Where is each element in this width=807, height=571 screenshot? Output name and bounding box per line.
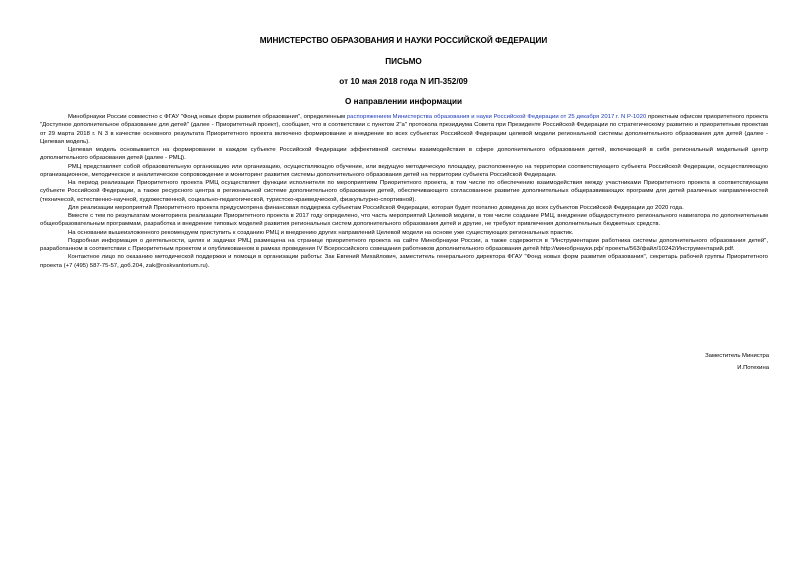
paragraph-9: Контактное лицо по оказанию методической поддержки и помощи в организации работы: Зак Евгений Михайлович, заместитель генерального директора ФГАУ "Фонд новых форм развития образования", секретарь рабочей группы Приоритетного проекта (+7 (495) 587-75-57, доб.204, zak@roskvantorium.ru). [40, 254, 768, 269]
signatory-name: И.Потехина [737, 365, 769, 371]
paragraph-2: Целевая модель основывается на формировании в каждом субъекте Российской Федерации эффективной системы взаимодействия в сфере дополнительного образования детей, включающей в себя региональный модельный центр дополнительного образования детей (далее - РМЦ). [40, 147, 768, 162]
signatory-position: Заместитель Министра [705, 353, 769, 359]
subject-heading: О направлении информации [344, 97, 463, 106]
letter-body [40, 113, 768, 270]
paragraph-7: На основании вышеизложенного рекомендуем приступить к созданию РМЦ и внедрению других направлений Целевой модели на основе уже существующих региональных практик. [68, 229, 574, 236]
paragraph-1 [40, 113, 768, 146]
ministry-heading: МИНИСТЕРСТВО ОБРАЗОВАНИЯ И НАУКИ РОССИЙСКОЙ ФЕДЕРАЦИИ [259, 36, 548, 45]
paragraph-3: РМЦ представляет собой образовательную организацию или организацию, осуществляющую обучение, или ведущую методическую площадку, расположенную на территории соответствующего субъекта Российской Федерации, осуществляющую организационное, методическое и аналитическое сопровождение и мониторинг развития системы дополнительного образования детей на территории субъекта Российской Федерации. [40, 163, 768, 178]
paragraph-6: Вместе с тем по результатам мониторинга реализации Приоритетного проекта в 2017 году определено, что часть мероприятий Целевой модели, в том числе создание РМЦ, внедрение общедоступного регионального навигатора по дополнительным общеобразовательным программам, разработка и внедрение типовых моделей развития региональных систем дополнительного образования детей и другие, не требуют привлечения дополнительных бюджетных средств. [40, 213, 768, 228]
paragraph-1-end: проектным офисом приоритетного проекта "Доступное дополнительное образование для детей" (далее - Приоритетный проект), сообщает, что в соответствии с пунктом 2"а" протокола президиума Совета при Президенте Российской Федерации по стратегическому развитию и приоритетным проектам от 29 марта 2018 г. N 3 в качестве основного результата Приоритетного проекта включено формирование и внедрение во всех субъектах Российской Федерации целевой модели региональной системы дополнительного образования для детей (далее - Целевая модель). [40, 114, 768, 145]
paragraph-8: Подробная информация о деятельности, целях и задачах РМЦ размещена на странице приоритетного проекта на сайте Минобрнауки России, а также содержится в "Инструментарии работника системы дополнительного образования детей", разработанном в соответствии с Приоритетным проектом и опубликованном в рамках проведения IV Всероссийского совещания работников дополнительного образования детей http://минобрнауки.рф/ проекты/563/файл/10242/Инструментарий.pdf. [40, 237, 768, 252]
paragraph-5: Для реализации мероприятий Приоритетного проекта предусмотрена финансовая поддержка субъектам Российской Федерации, которая будет поэтапно доведена до всех субъектов Российской Федерации до 2020 года. [68, 204, 684, 211]
decree-link[interactable]: распоряжением Министерства образования и науки Российской Федерации от 25 декабря 2017 г. N Р-1020 [346, 114, 647, 120]
date-number-heading: от 10 мая 2018 года N ИП-352/09 [339, 77, 468, 86]
document-type-heading: ПИСЬМО [385, 57, 422, 66]
paragraph-1-start: Минобрнауки России совместно с ФГАУ "Фонд новых форм развития образования", определенным [68, 114, 347, 120]
paragraph-4: На период реализации Приоритетного проекта РМЦ осуществляет функции исполнителя по мероприятиям Приоритетного проекта, в том числе по обеспечению взаимодействия между участниками Приоритетного проекта в соответствующем субъекте Российской Федерации, а также ресурсного центра в региональной системе дополнительного образования детей, обеспечивающего согласованное развитие дополнительных общеразвивающих программ для детей различных направленностей (техничесой, естественно-научной, художественной, социально-педагогической, туристско-краеведческой, физкультурно-спортивной). [40, 180, 768, 203]
